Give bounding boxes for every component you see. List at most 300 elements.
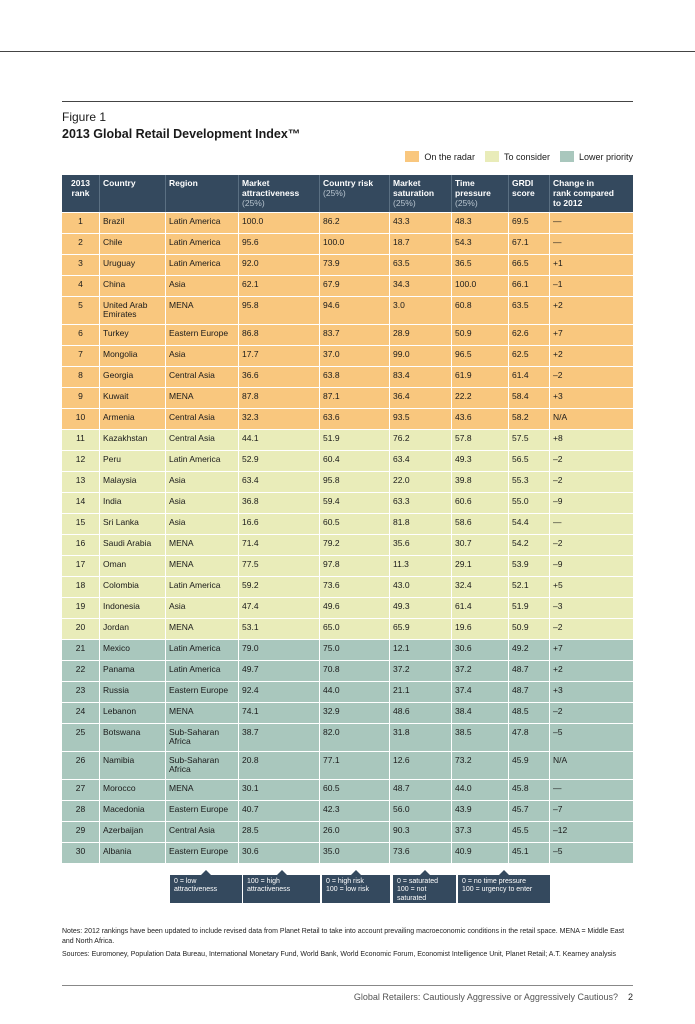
cell-region: Asia	[165, 276, 238, 296]
cell-market-saturation: 37.2	[389, 661, 451, 681]
scale-note	[393, 875, 456, 903]
cell-grdi-score: 48.7	[508, 661, 549, 681]
cell-market-saturation: 81.8	[389, 514, 451, 534]
table-row	[62, 513, 633, 534]
page-number: 2	[627, 992, 633, 1002]
cell-time-pressure: 54.3	[451, 234, 508, 254]
cell-market-saturation: 63.3	[389, 493, 451, 513]
cell-market-saturation: 65.9	[389, 619, 451, 639]
cell-time-pressure: 22.2	[451, 388, 508, 408]
cell-country: Morocco	[99, 780, 165, 800]
cell-market-saturation: 11.3	[389, 556, 451, 576]
table-row	[62, 800, 633, 821]
table-row	[62, 534, 633, 555]
cell-time-pressure: 49.3	[451, 451, 508, 471]
cell-grdi-score: 49.2	[508, 640, 549, 660]
cell-market-attractiveness: 62.1	[238, 276, 319, 296]
cell-time-pressure: 37.2	[451, 661, 508, 681]
cell-time-pressure: 96.5	[451, 346, 508, 366]
cell-rank: 2	[78, 237, 83, 247]
cell-rank: 27	[75, 783, 86, 793]
table-header	[62, 175, 633, 212]
header-label: GRDI score	[512, 178, 535, 198]
footer-title: Global Retailers: Cautiously Aggressive or Aggressively Cautious?	[353, 992, 618, 1002]
cell-grdi-score: 67.1	[508, 234, 549, 254]
cell-rank: 7	[78, 349, 83, 359]
cell-country: Malaysia	[99, 472, 165, 492]
cell-rank: 12	[75, 454, 86, 464]
cell-region: Asia	[165, 346, 238, 366]
cell-rank: 14	[75, 496, 86, 506]
cell-country-risk: 26.0	[319, 822, 389, 842]
cell-country-risk: 97.8	[319, 556, 389, 576]
cell-region: Central Asia	[165, 430, 238, 450]
cell-country-risk: 32.9	[319, 703, 389, 723]
cell-grdi-score: 52.1	[508, 577, 549, 597]
cell-time-pressure: 30.6	[451, 640, 508, 660]
cell-rank: 28	[75, 804, 86, 814]
cell-grdi-score: 63.5	[508, 297, 549, 324]
table-row	[62, 821, 633, 842]
table-row	[62, 555, 633, 576]
cell-country-risk: 63.6	[319, 409, 389, 429]
cell-market-saturation: 31.8	[389, 724, 451, 751]
scale-pointer	[351, 870, 361, 875]
cell-country-risk: 67.9	[319, 276, 389, 296]
cell-country: Russia	[99, 682, 165, 702]
cell-country-risk: 60.5	[319, 514, 389, 534]
cell-country-risk: 95.8	[319, 472, 389, 492]
cell-rank: 18	[75, 580, 86, 590]
cell-country-risk: 73.6	[319, 577, 389, 597]
header-label: Market attractiveness	[242, 178, 300, 198]
cell-time-pressure: 30.7	[451, 535, 508, 555]
cell-market-attractiveness: 30.1	[238, 780, 319, 800]
cell-country-risk: 65.0	[319, 619, 389, 639]
cell-rank-change: +3	[549, 682, 633, 702]
cell-grdi-score: 54.4	[508, 514, 549, 534]
cell-market-attractiveness: 20.8	[238, 752, 319, 779]
cell-country: Albania	[99, 843, 165, 863]
legend-swatch	[405, 151, 419, 162]
scale-note-text: 100 = high attractiveness	[247, 878, 291, 894]
table-row	[62, 345, 633, 366]
footer-rule	[62, 985, 633, 986]
cell-country-risk: 37.0	[319, 346, 389, 366]
cell-rank: 4	[78, 279, 83, 289]
cell-rank-change: —	[549, 780, 633, 800]
scale-note-text: 0 = high risk 100 = low risk	[326, 878, 369, 894]
scale-note-text: 0 = no time pressure 100 = urgency to enter	[462, 878, 533, 894]
cell-region: MENA	[165, 780, 238, 800]
cell-market-attractiveness: 74.1	[238, 703, 319, 723]
cell-rank: 29	[75, 825, 86, 835]
cell-rank: 26	[75, 755, 86, 765]
cell-region: MENA	[165, 297, 238, 324]
cell-market-saturation: 76.2	[389, 430, 451, 450]
cell-market-saturation: 63.5	[389, 255, 451, 275]
cell-market-attractiveness: 71.4	[238, 535, 319, 555]
legend-item-lower-priority	[560, 151, 633, 162]
cell-market-attractiveness: 100.0	[238, 213, 319, 233]
cell-country-risk: 100.0	[319, 234, 389, 254]
cell-country: Kuwait	[99, 388, 165, 408]
cell-market-saturation: 48.6	[389, 703, 451, 723]
header-label: 2013 rank	[71, 178, 90, 198]
cell-market-saturation: 36.4	[389, 388, 451, 408]
cell-grdi-score: 45.8	[508, 780, 549, 800]
header-weight: (25%)	[455, 197, 478, 208]
legend-swatch	[560, 151, 574, 162]
cell-grdi-score: 53.9	[508, 556, 549, 576]
cell-market-saturation: 21.1	[389, 682, 451, 702]
cell-region: Latin America	[165, 255, 238, 275]
cell-rank: 22	[75, 664, 86, 674]
cell-country: Brazil	[99, 213, 165, 233]
scale-note	[170, 875, 242, 903]
cell-country: Panama	[99, 661, 165, 681]
cell-time-pressure: 19.6	[451, 619, 508, 639]
table-row	[62, 660, 633, 681]
cell-time-pressure: 29.1	[451, 556, 508, 576]
cell-country: Lebanon	[99, 703, 165, 723]
figure-rule	[62, 101, 633, 102]
cell-market-saturation: 83.4	[389, 367, 451, 387]
cell-country: Indonesia	[99, 598, 165, 618]
cell-market-attractiveness: 95.8	[238, 297, 319, 324]
table-row	[62, 366, 633, 387]
cell-grdi-score: 69.5	[508, 213, 549, 233]
cell-market-attractiveness: 86.8	[238, 325, 319, 345]
cell-time-pressure: 37.4	[451, 682, 508, 702]
cell-time-pressure: 100.0	[451, 276, 508, 296]
scale-note-text: 0 = low attractiveness	[174, 878, 218, 894]
table-row	[62, 275, 633, 296]
cell-market-saturation: 99.0	[389, 346, 451, 366]
cell-rank: 8	[78, 370, 83, 380]
cell-rank: 6	[78, 328, 83, 338]
cell-country-risk: 60.5	[319, 780, 389, 800]
cell-region: MENA	[165, 388, 238, 408]
header-label: Country risk	[323, 178, 374, 188]
cell-market-attractiveness: 32.3	[238, 409, 319, 429]
cell-market-attractiveness: 28.5	[238, 822, 319, 842]
cell-market-saturation: 48.7	[389, 780, 451, 800]
cell-rank-change: –2	[549, 619, 633, 639]
cell-region: MENA	[165, 535, 238, 555]
cell-region: Latin America	[165, 661, 238, 681]
header-market-saturation	[389, 175, 451, 212]
cell-region: Eastern Europe	[165, 325, 238, 345]
cell-rank-change: —	[549, 213, 633, 233]
cell-rank-change: +7	[549, 325, 633, 345]
header-label: Region	[169, 178, 198, 188]
cell-rank: 23	[75, 685, 86, 695]
cell-market-attractiveness: 47.4	[238, 598, 319, 618]
cell-market-attractiveness: 30.6	[238, 843, 319, 863]
cell-region: Asia	[165, 472, 238, 492]
cell-time-pressure: 43.6	[451, 409, 508, 429]
cell-market-saturation: 90.3	[389, 822, 451, 842]
table-row	[62, 702, 633, 723]
cell-country: Chile	[99, 234, 165, 254]
cell-country: Mongolia	[99, 346, 165, 366]
cell-time-pressure: 38.4	[451, 703, 508, 723]
table-row	[62, 779, 633, 800]
table-row	[62, 212, 633, 233]
cell-grdi-score: 48.7	[508, 682, 549, 702]
cell-country-risk: 86.2	[319, 213, 389, 233]
cell-rank-change: +2	[549, 346, 633, 366]
cell-country-risk: 75.0	[319, 640, 389, 660]
cell-market-attractiveness: 44.1	[238, 430, 319, 450]
cell-market-attractiveness: 95.6	[238, 234, 319, 254]
cell-market-saturation: 12.6	[389, 752, 451, 779]
cell-market-saturation: 56.0	[389, 801, 451, 821]
cell-country: Namibia	[99, 752, 165, 779]
cell-rank: 11	[76, 433, 85, 443]
cell-region: MENA	[165, 703, 238, 723]
cell-country: Macedonia	[99, 801, 165, 821]
cell-region: MENA	[165, 556, 238, 576]
scale-pointer	[201, 870, 211, 875]
cell-country-risk: 59.4	[319, 493, 389, 513]
cell-grdi-score: 66.1	[508, 276, 549, 296]
cell-market-saturation: 12.1	[389, 640, 451, 660]
cell-rank: 17	[75, 559, 86, 569]
cell-country-risk: 49.6	[319, 598, 389, 618]
cell-time-pressure: 61.4	[451, 598, 508, 618]
cell-region: Central Asia	[165, 367, 238, 387]
cell-market-saturation: 93.5	[389, 409, 451, 429]
cell-rank-change: N/A	[549, 752, 633, 779]
table-row	[62, 387, 633, 408]
cell-region: Central Asia	[165, 822, 238, 842]
cell-market-saturation: 35.6	[389, 535, 451, 555]
header-weight: (25%)	[323, 187, 346, 198]
cell-time-pressure: 60.8	[451, 297, 508, 324]
table-row	[62, 296, 633, 324]
cell-rank: 13	[75, 475, 86, 485]
table-row	[62, 450, 633, 471]
cell-region: Sub-Saharan Africa	[165, 752, 238, 779]
cell-grdi-score: 45.7	[508, 801, 549, 821]
cell-time-pressure: 50.9	[451, 325, 508, 345]
cell-rank-change: –1	[549, 276, 633, 296]
cell-rank: 3	[78, 258, 83, 268]
legend-label: On the radar	[424, 151, 475, 162]
cell-country: India	[99, 493, 165, 513]
cell-rank-change: —	[549, 514, 633, 534]
scale-note	[458, 875, 550, 903]
cell-country-risk: 79.2	[319, 535, 389, 555]
cell-rank: 10	[75, 412, 86, 422]
cell-market-attractiveness: 52.9	[238, 451, 319, 471]
header-label: Time pressure	[455, 178, 491, 198]
cell-grdi-score: 62.6	[508, 325, 549, 345]
header-grdi-score	[508, 175, 549, 212]
cell-country-risk: 83.7	[319, 325, 389, 345]
cell-market-saturation: 28.9	[389, 325, 451, 345]
cell-rank: 21	[75, 643, 86, 653]
cell-rank: 1	[78, 216, 83, 226]
cell-rank-change: +2	[549, 661, 633, 681]
header-country-risk	[319, 175, 389, 212]
cell-rank-change: –9	[549, 493, 633, 513]
cell-rank-change: –7	[549, 801, 633, 821]
cell-rank-change: –5	[549, 724, 633, 751]
cell-region: Eastern Europe	[165, 843, 238, 863]
cell-grdi-score: 61.4	[508, 367, 549, 387]
grdi-table	[62, 175, 633, 863]
cell-grdi-score: 62.5	[508, 346, 549, 366]
header-weight: (25%)	[242, 197, 265, 208]
table-row	[62, 254, 633, 275]
cell-grdi-score: 45.9	[508, 752, 549, 779]
cell-grdi-score: 55.0	[508, 493, 549, 513]
cell-rank: 9	[78, 391, 83, 401]
cell-market-attractiveness: 36.6	[238, 367, 319, 387]
cell-country-risk: 70.8	[319, 661, 389, 681]
cell-country-risk: 35.0	[319, 843, 389, 863]
cell-country-risk: 60.4	[319, 451, 389, 471]
cell-market-attractiveness: 92.4	[238, 682, 319, 702]
cell-region: Latin America	[165, 577, 238, 597]
cell-rank: 15	[75, 517, 86, 527]
cell-market-attractiveness: 53.1	[238, 619, 319, 639]
cell-time-pressure: 58.6	[451, 514, 508, 534]
table-row	[62, 681, 633, 702]
cell-country: Colombia	[99, 577, 165, 597]
table-row	[62, 639, 633, 660]
cell-rank-change: –2	[549, 703, 633, 723]
cell-time-pressure: 32.4	[451, 577, 508, 597]
cell-rank-change: –2	[549, 367, 633, 387]
cell-market-attractiveness: 36.8	[238, 493, 319, 513]
cell-market-attractiveness: 49.7	[238, 661, 319, 681]
cell-market-saturation: 73.6	[389, 843, 451, 863]
cell-grdi-score: 54.2	[508, 535, 549, 555]
header-rank-change	[549, 175, 633, 212]
cell-grdi-score: 55.3	[508, 472, 549, 492]
cell-rank: 19	[75, 601, 86, 611]
legend-swatch	[485, 151, 499, 162]
header-market-attractiveness	[238, 175, 319, 212]
footer	[354, 992, 633, 1002]
cell-region: Asia	[165, 493, 238, 513]
cell-grdi-score: 50.9	[508, 619, 549, 639]
cell-country-risk: 77.1	[319, 752, 389, 779]
cell-region: Central Asia	[165, 409, 238, 429]
table-row	[62, 408, 633, 429]
cell-region: Latin America	[165, 234, 238, 254]
table-row	[62, 429, 633, 450]
cell-market-attractiveness: 16.6	[238, 514, 319, 534]
cell-country: Armenia	[99, 409, 165, 429]
cell-market-attractiveness: 17.7	[238, 346, 319, 366]
cell-time-pressure: 61.9	[451, 367, 508, 387]
cell-rank: 24	[75, 706, 86, 716]
cell-country: Botswana	[99, 724, 165, 751]
cell-time-pressure: 48.3	[451, 213, 508, 233]
scale-note	[243, 875, 320, 903]
cell-time-pressure: 38.5	[451, 724, 508, 751]
cell-region: Eastern Europe	[165, 801, 238, 821]
cell-country-risk: 87.1	[319, 388, 389, 408]
cell-time-pressure: 44.0	[451, 780, 508, 800]
cell-region: MENA	[165, 619, 238, 639]
cell-time-pressure: 40.9	[451, 843, 508, 863]
cell-country-risk: 44.0	[319, 682, 389, 702]
cell-rank: 16	[75, 538, 86, 548]
header-region	[165, 175, 238, 212]
cell-region: Asia	[165, 598, 238, 618]
cell-rank-change: –2	[549, 451, 633, 471]
cell-country: Jordan	[99, 619, 165, 639]
legend-label: To consider	[503, 151, 550, 162]
cell-rank-change: –2	[549, 472, 633, 492]
cell-country: Sri Lanka	[99, 514, 165, 534]
cell-country-risk: 94.6	[319, 297, 389, 324]
cell-country: Mexico	[99, 640, 165, 660]
cell-rank: 20	[75, 622, 86, 632]
cell-rank-change: —	[549, 234, 633, 254]
cell-country: Saudi Arabia	[99, 535, 165, 555]
cell-market-attractiveness: 77.5	[238, 556, 319, 576]
scale-pointer	[277, 870, 287, 875]
cell-rank-change: +2	[549, 297, 633, 324]
cell-market-attractiveness: 63.4	[238, 472, 319, 492]
legend	[395, 151, 633, 162]
table-row	[62, 751, 633, 779]
cell-market-saturation: 3.0	[389, 297, 451, 324]
cell-market-attractiveness: 38.7	[238, 724, 319, 751]
header-label: Change in rank compared to 2012	[553, 178, 614, 208]
cell-country-risk: 63.8	[319, 367, 389, 387]
table-row	[62, 618, 633, 639]
figure-label: Figure 1	[62, 110, 107, 124]
cell-region: Asia	[165, 514, 238, 534]
cell-market-saturation: 43.0	[389, 577, 451, 597]
cell-country: Azerbaijan	[99, 822, 165, 842]
cell-time-pressure: 60.6	[451, 493, 508, 513]
cell-rank-change: –9	[549, 556, 633, 576]
cell-grdi-score: 47.8	[508, 724, 549, 751]
cell-market-saturation: 34.3	[389, 276, 451, 296]
cell-country: Uruguay	[99, 255, 165, 275]
cell-grdi-score: 45.5	[508, 822, 549, 842]
cell-market-attractiveness: 87.8	[238, 388, 319, 408]
cell-grdi-score: 66.5	[508, 255, 549, 275]
cell-rank-change: +1	[549, 255, 633, 275]
cell-country: China	[99, 276, 165, 296]
cell-country-risk: 51.9	[319, 430, 389, 450]
table-row	[62, 576, 633, 597]
cell-region: Latin America	[165, 451, 238, 471]
top-rule	[0, 51, 695, 52]
header-label: Country	[103, 178, 136, 188]
cell-time-pressure: 73.2	[451, 752, 508, 779]
cell-market-attractiveness: 59.2	[238, 577, 319, 597]
table-row	[62, 597, 633, 618]
legend-item-to-consider	[485, 151, 550, 162]
cell-market-saturation: 43.3	[389, 213, 451, 233]
cell-rank: 25	[75, 727, 86, 737]
cell-grdi-score: 48.5	[508, 703, 549, 723]
cell-market-attractiveness: 92.0	[238, 255, 319, 275]
cell-region: Latin America	[165, 213, 238, 233]
cell-country-risk: 82.0	[319, 724, 389, 751]
